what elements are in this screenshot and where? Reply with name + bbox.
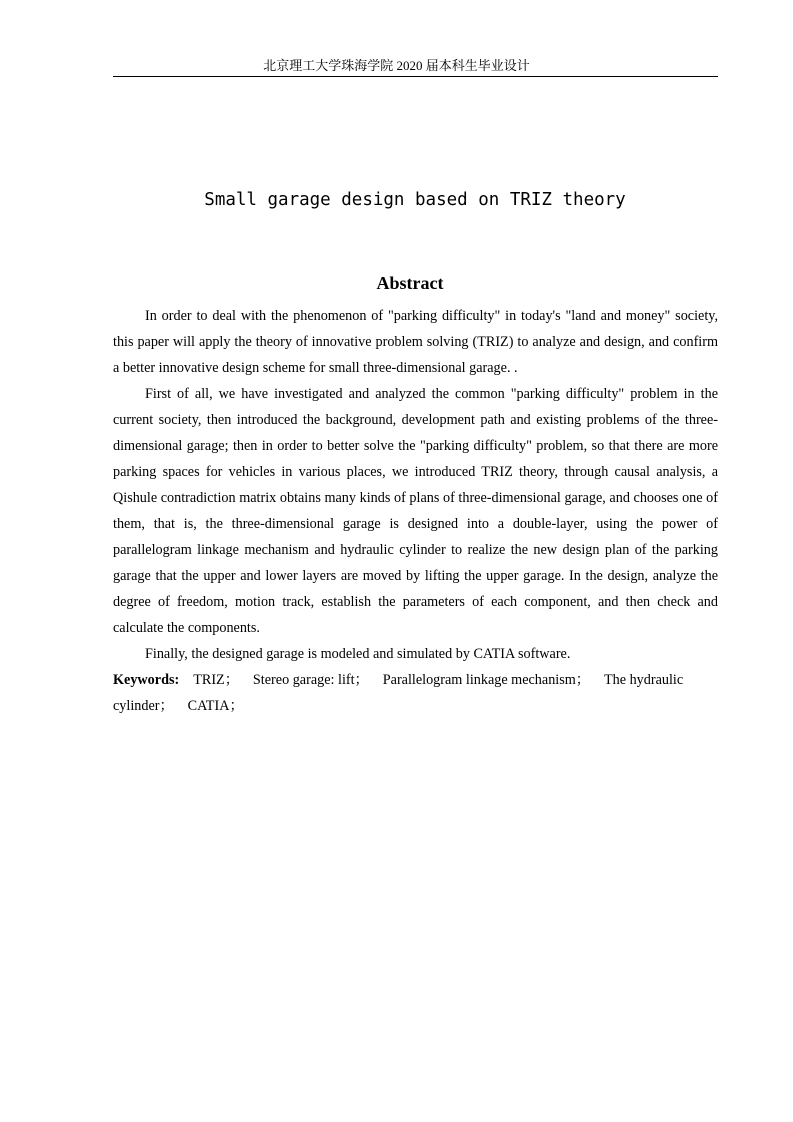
keyword-item: TRIZ； <box>193 672 239 688</box>
abstract-heading: Abstract <box>376 273 444 293</box>
keyword-item: The hydraulic cylinder； <box>113 672 684 714</box>
header-divider <box>113 76 718 77</box>
keyword-item: Stereo garage: lift； <box>252 672 369 688</box>
keyword-item: CATIA； <box>187 698 244 714</box>
abstract-paragraph-1: In order to deal with the phenomenon of "parking difficulty" in today's "land and money" society, this paper will apply the theory of innovative problem solving (TRIZ) to analyze and design, and confirm a better innovative design scheme for small three-dimensional garage. . <box>113 308 718 376</box>
keywords-label: Keywords: <box>113 672 180 688</box>
abstract-paragraph-3: Finally, the designed garage is modeled and simulated by CATIA software. <box>145 646 571 662</box>
page-header: 北京理工大学珠海学院 2020 届本科生毕业设计 <box>263 58 530 73</box>
abstract-paragraph-2: First of all, we have investigated and analyzed the common "parking difficulty" problem in the current society, then introduced the background, development path and existing problems of the three-dimensional garage; then in order to better solve the "parking difficulty" problem, so that there are more parking spaces for vehicles in various places, we introduced TRIZ theory, through causal analysis, a Qishule contradiction matrix obtains many kinds of plans of three-dimensional garage, and chooses one of them, that is, the three-dimensional garage is designed into a double-layer, using the power of parallelogram linkage mechanism and hydraulic cylinder to realize the new design plan of the parking garage that the upper and lower layers are moved by lifting the upper garage. In the design, analyze the degree of freedom, motion track, establish the parameters of each component, and then check and calculate the components. <box>113 386 718 636</box>
keywords-line <box>113 667 718 719</box>
keyword-item: Parallelogram linkage mechanism； <box>382 672 590 688</box>
abstract-body <box>113 303 718 719</box>
document-title: Small garage design based on TRIZ theory <box>204 190 626 210</box>
